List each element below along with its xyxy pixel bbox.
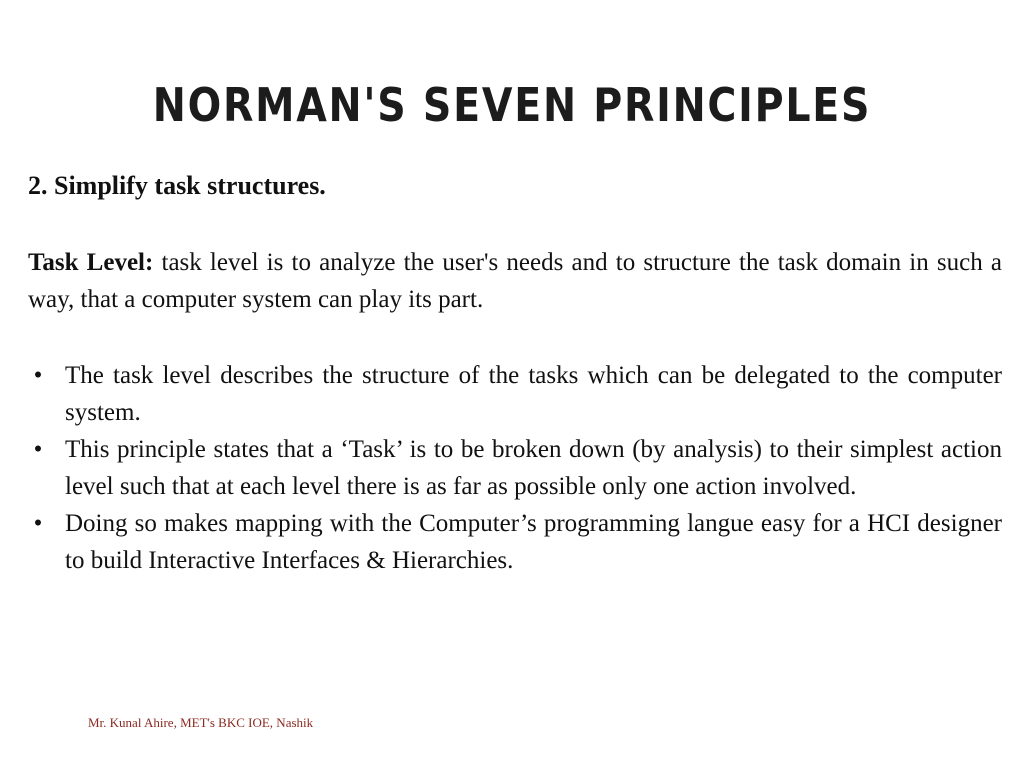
- bullet-item: [28, 505, 1002, 579]
- bullet-marker: •: [33, 436, 43, 463]
- bullet-marker: •: [33, 510, 43, 537]
- bullet-text: This principle states that a ‘Task’ is to be broken down (by analysis) to their simplest action level such that at each level there is as far as possible only one action involved.: [65, 436, 1002, 500]
- bullet-list: [28, 357, 1002, 579]
- bullet-item: [28, 357, 1002, 431]
- bullet-text: The task level describes the structure of the tasks which can be delegated to the computer system.: [65, 362, 1002, 426]
- section-heading: 2. Simplify task structures.: [28, 171, 326, 200]
- task-level-paragraph: [28, 244, 1002, 318]
- bullet-marker: •: [33, 362, 43, 389]
- bullet-text: Doing so makes mapping with the Computer’s programming langue easy for a HCI designer to build Interactive Interfaces & Hierarchies.: [65, 510, 1002, 574]
- bullet-item: [28, 431, 1002, 505]
- slide-title: NORMAN'S SEVEN PRINCIPLES: [152, 78, 872, 132]
- task-level-text: task level is to analyze the user's needs and to structure the task domain in such a way, that a computer system can play its part.: [28, 249, 1003, 313]
- footer-credit: Mr. Kunal Ahire, MET's BKC IOE, Nashik: [88, 715, 314, 730]
- task-level-label: Task Level:: [28, 249, 154, 276]
